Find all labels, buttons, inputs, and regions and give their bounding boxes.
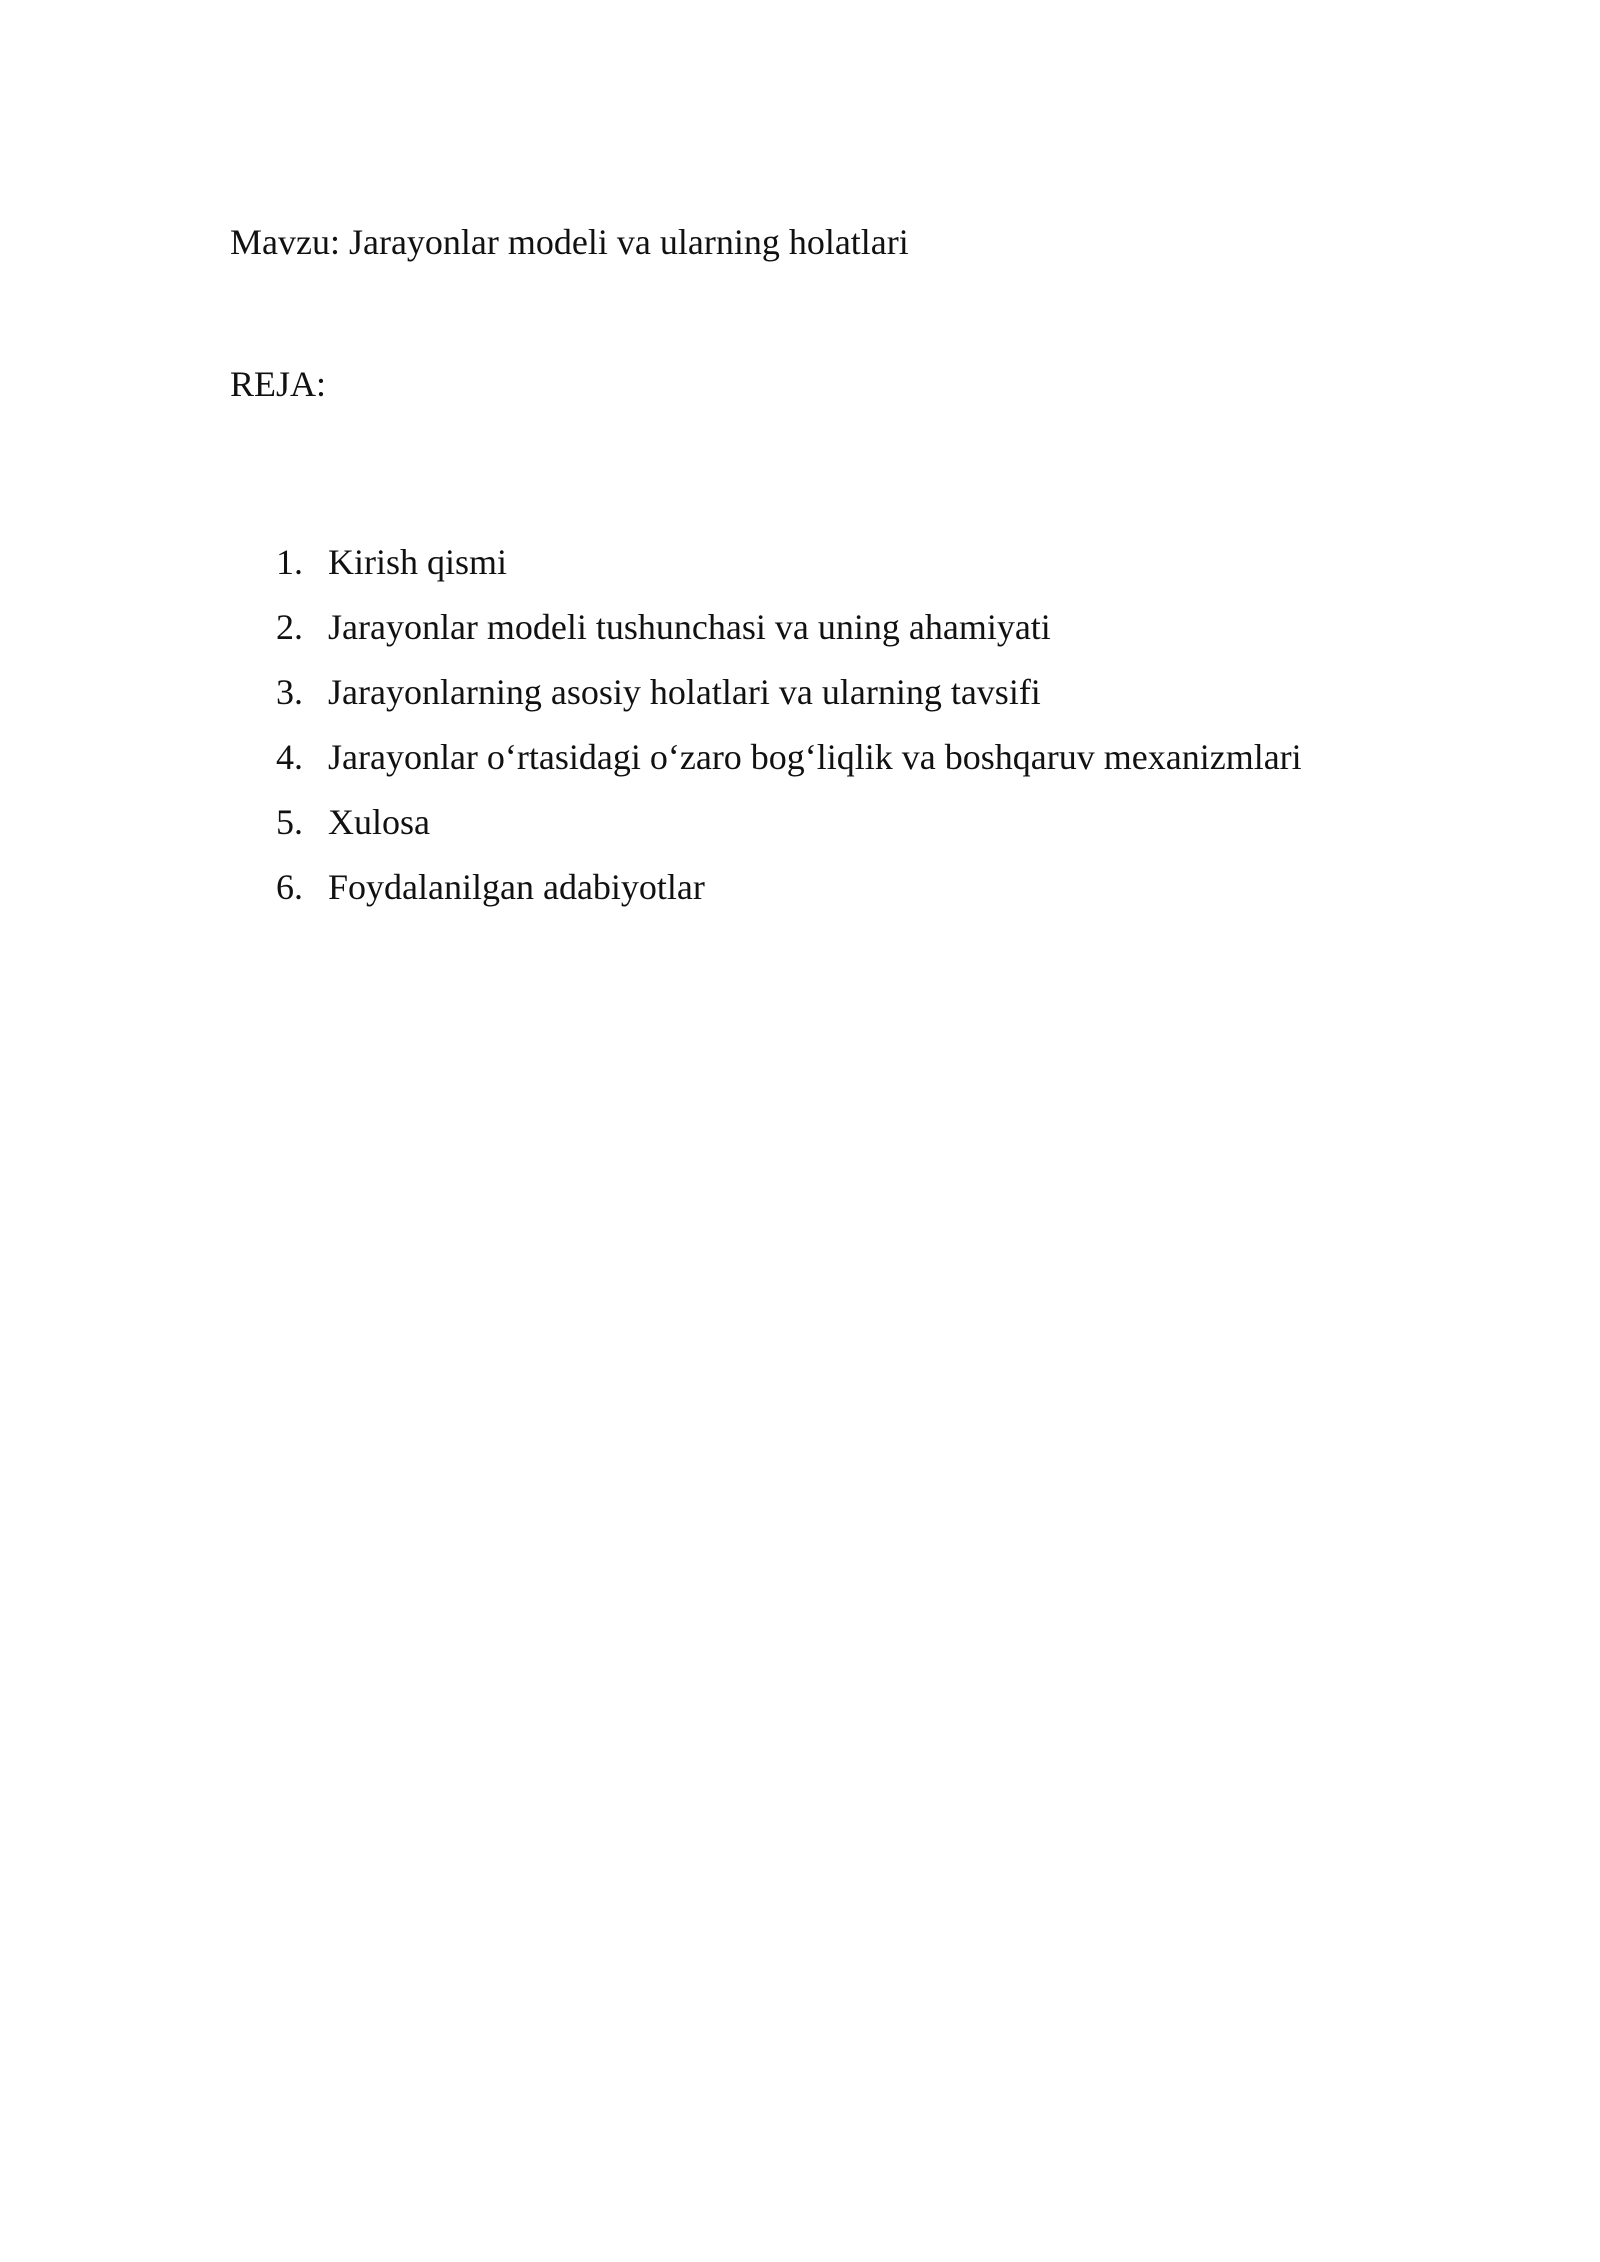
plan-item-text: Foydalanilgan adabiyotlar	[328, 867, 705, 907]
plan-item-number: 5.	[276, 802, 303, 842]
plan-item-1	[276, 530, 1302, 595]
plan-heading: REJA:	[230, 364, 327, 404]
plan-item-number: 3.	[276, 672, 303, 712]
plan-item-text: Jarayonlar o‘rtasidagi o‘zaro bog‘liqlik va boshqaruv mexanizmlari	[328, 737, 1302, 777]
plan-item-4	[276, 725, 1302, 790]
plan-item-text: Xulosa	[328, 802, 430, 842]
plan-item-number: 6.	[276, 867, 303, 907]
plan-item-3	[276, 660, 1302, 725]
plan-item-text: Kirish qismi	[328, 542, 508, 582]
plan-item-2	[276, 595, 1302, 660]
topic-title: Mavzu: Jarayonlar modeli va ularning holatlari	[230, 222, 909, 262]
plan-item-5	[276, 790, 1302, 855]
plan-item-number: 2.	[276, 607, 303, 647]
plan-item-6	[276, 855, 1302, 920]
plan-item-text: Jarayonlar modeli tushunchasi va uning ahamiyati	[328, 607, 1051, 647]
plan-item-number: 4.	[276, 737, 303, 777]
plan-list	[276, 530, 1302, 920]
plan-item-text: Jarayonlarning asosiy holatlari va ularning tavsifi	[328, 672, 1041, 712]
plan-item-number: 1.	[276, 542, 303, 582]
